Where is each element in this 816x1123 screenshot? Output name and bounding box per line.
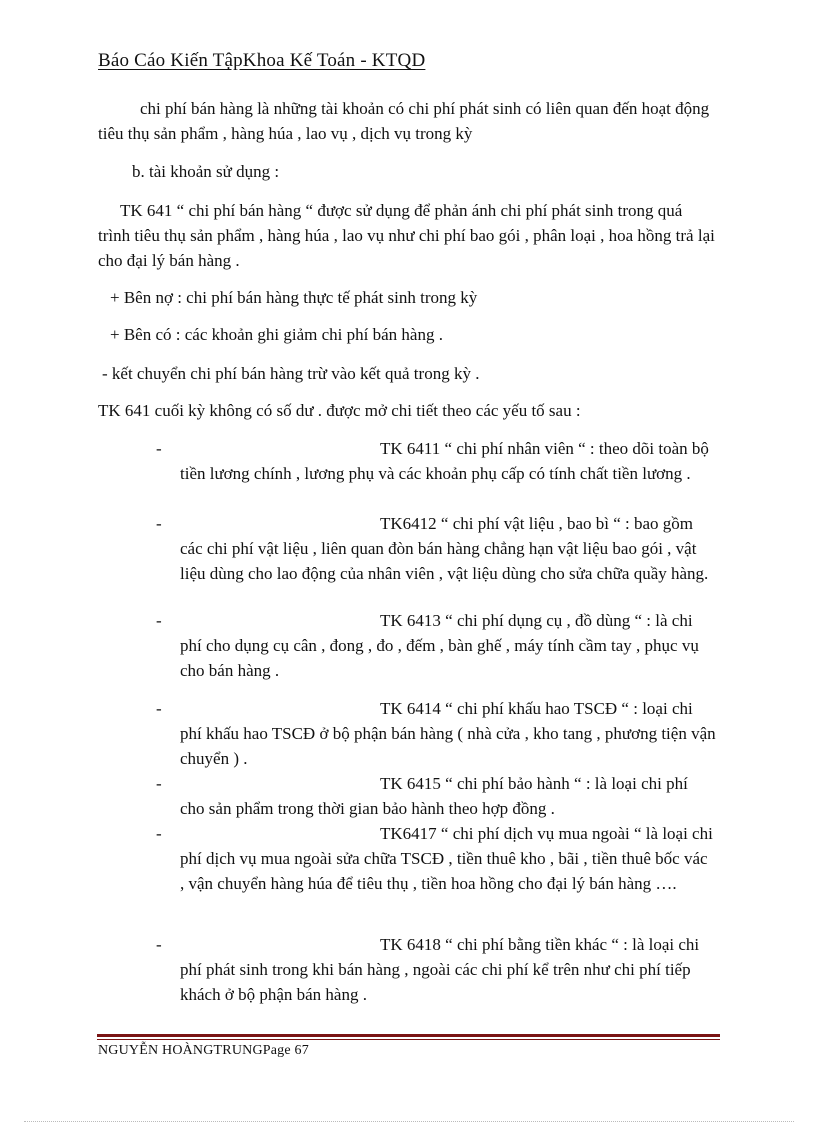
list-item-text: TK 6413 “ chi phí dụng cụ , đồ dùng “ : là chi phí cho dụng cụ cân , đong , đo , đếm , bàn ghế , máy tính cầm tay , phục vụ cho bán hàng . bbox=[180, 611, 699, 680]
list-dash: - bbox=[156, 774, 162, 793]
list-dash: - bbox=[156, 935, 162, 954]
list-dash: - bbox=[156, 439, 162, 458]
list-dash: - bbox=[156, 699, 162, 718]
debit-side-line: + Bên nợ : chi phí bán hàng thực tế phát sinh trong kỳ bbox=[110, 288, 478, 307]
page-bottom-dotted-border bbox=[24, 1121, 794, 1122]
transfer-line: - kết chuyển chi phí bán hàng trừ vào kết quả trong kỳ . bbox=[102, 364, 480, 383]
list-item-text: TK 6414 “ chi phí khấu hao TSCĐ “ : loại chi phí khấu hao TSCĐ ở bộ phận bán hàng ( nhà cửa , kho tang , phương tiện vận chuyển ) . bbox=[180, 699, 716, 768]
footer-divider-thin bbox=[97, 1039, 720, 1040]
list-item-text: TK6412 “ chi phí vật liệu , bao bì “ : bao gồm các chi phí vật liệu , liên quan đòn bán hàng chẳng hạn vật liệu bao gói , vật liệu dùng cho lao động của nhân viên , vật liệu dùng cho sửa chữa quầy hàng. bbox=[180, 514, 709, 583]
page-footer: NGUYỄN HOÀNGTRUNGPage 67 bbox=[98, 1043, 309, 1058]
paragraph-definition: chi phí bán hàng là những tài khoản có chi phí phát sinh có liên quan đến hoạt động tiêu thụ sản phẩm , hàng húa , lao vụ , dịch vụ trong kỳ bbox=[98, 99, 710, 143]
page-header-title: Báo Cáo Kiến TậpKhoa Kế Toán - KTQD bbox=[98, 50, 426, 71]
list-item-text: TK6417 “ chi phí dịch vụ mua ngoài “ là loại chi phí dịch vụ mua ngoài sửa chữa TSCĐ , tiền thuê kho , bãi , tiền thuê bốc vác , vận chuyển hàng húa để tiêu thụ , tiền hoa hồng cho đại lý bán hàng …. bbox=[180, 824, 713, 893]
credit-side-line: + Bên có : các khoản ghi giảm chi phí bán hàng . bbox=[110, 325, 443, 344]
list-item-text: TK 6418 “ chi phí bằng tiền khác “ : là loại chi phí phát sinh trong khi bán hàng , ngoài các chi phí kể trên như chi phí tiếp khách ở bộ phận bán hàng . bbox=[180, 935, 700, 1004]
paragraph-tk641: TK 641 “ chi phí bán hàng “ được sử dụng để phản ánh chi phí phát sinh trong quá trình tiêu thụ sản phẩm , hàng húa , lao vụ như chi phí bao gói , phân loại , hoa hồng trả lại cho đại lý bán hàng . bbox=[98, 201, 715, 270]
list-dash: - bbox=[156, 514, 162, 533]
list-dash: - bbox=[156, 611, 162, 630]
list-item-text: TK 6411 “ chi phí nhân viên “ : theo dõi toàn bộ tiền lương chính , lương phụ và các khoản phụ cấp có tính chất tiền lương . bbox=[180, 439, 709, 483]
section-heading-accounts-used: b. tài khoản sử dụng : bbox=[132, 162, 280, 181]
list-dash: - bbox=[156, 824, 162, 843]
list-item-text: TK 6415 “ chi phí bảo hành “ : là loại chi phí cho sản phẩm trong thời gian bảo hành theo hợp đồng . bbox=[180, 774, 688, 818]
footer-divider-thick bbox=[97, 1034, 720, 1037]
paragraph-detail-accounts: TK 641 cuối kỳ không có số dư . được mở chi tiết theo các yếu tố sau : bbox=[98, 401, 581, 420]
